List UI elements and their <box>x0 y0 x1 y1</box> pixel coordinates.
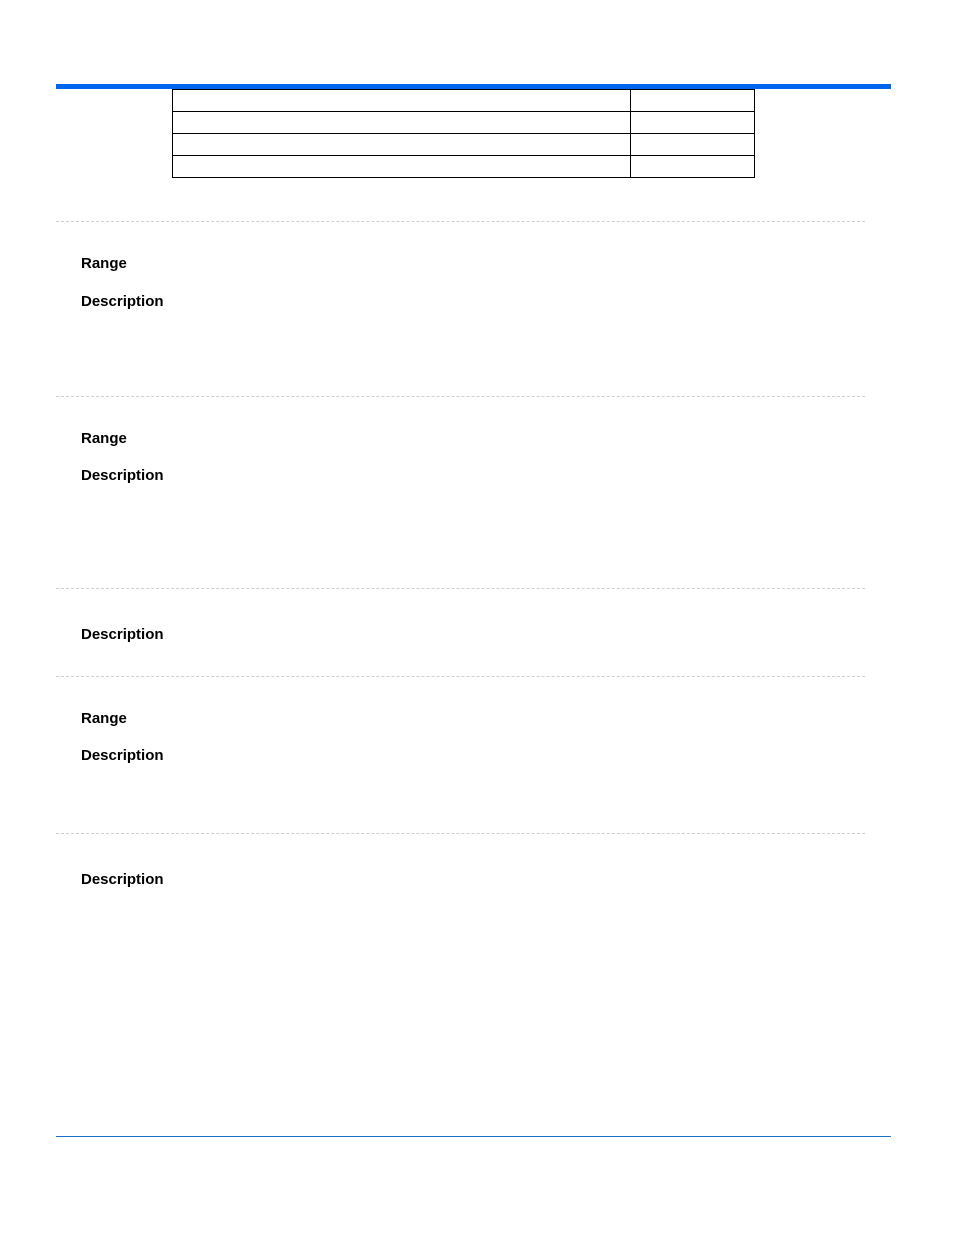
footer-rule <box>56 1136 891 1137</box>
description-label: Description <box>81 747 164 764</box>
description-label: Description <box>81 871 164 888</box>
range-label: Range <box>81 255 127 272</box>
table-cell <box>631 112 755 134</box>
section-separator <box>56 833 865 834</box>
description-label: Description <box>81 467 164 484</box>
section-separator <box>56 676 865 677</box>
section-separator <box>56 396 865 397</box>
description-label: Description <box>81 626 164 643</box>
table-cell <box>631 156 755 178</box>
table-row <box>173 112 755 134</box>
table-cell <box>173 156 631 178</box>
table-cell <box>631 90 755 112</box>
table-cell <box>631 134 755 156</box>
parameter-table <box>172 89 755 178</box>
table-cell <box>173 112 631 134</box>
table-row <box>173 90 755 112</box>
range-label: Range <box>81 430 127 447</box>
section-separator <box>56 588 865 589</box>
table-cell <box>173 134 631 156</box>
range-label: Range <box>81 710 127 727</box>
section-separator <box>56 221 865 222</box>
table-cell <box>173 90 631 112</box>
table-row <box>173 134 755 156</box>
table-row <box>173 156 755 178</box>
description-label: Description <box>81 293 164 310</box>
